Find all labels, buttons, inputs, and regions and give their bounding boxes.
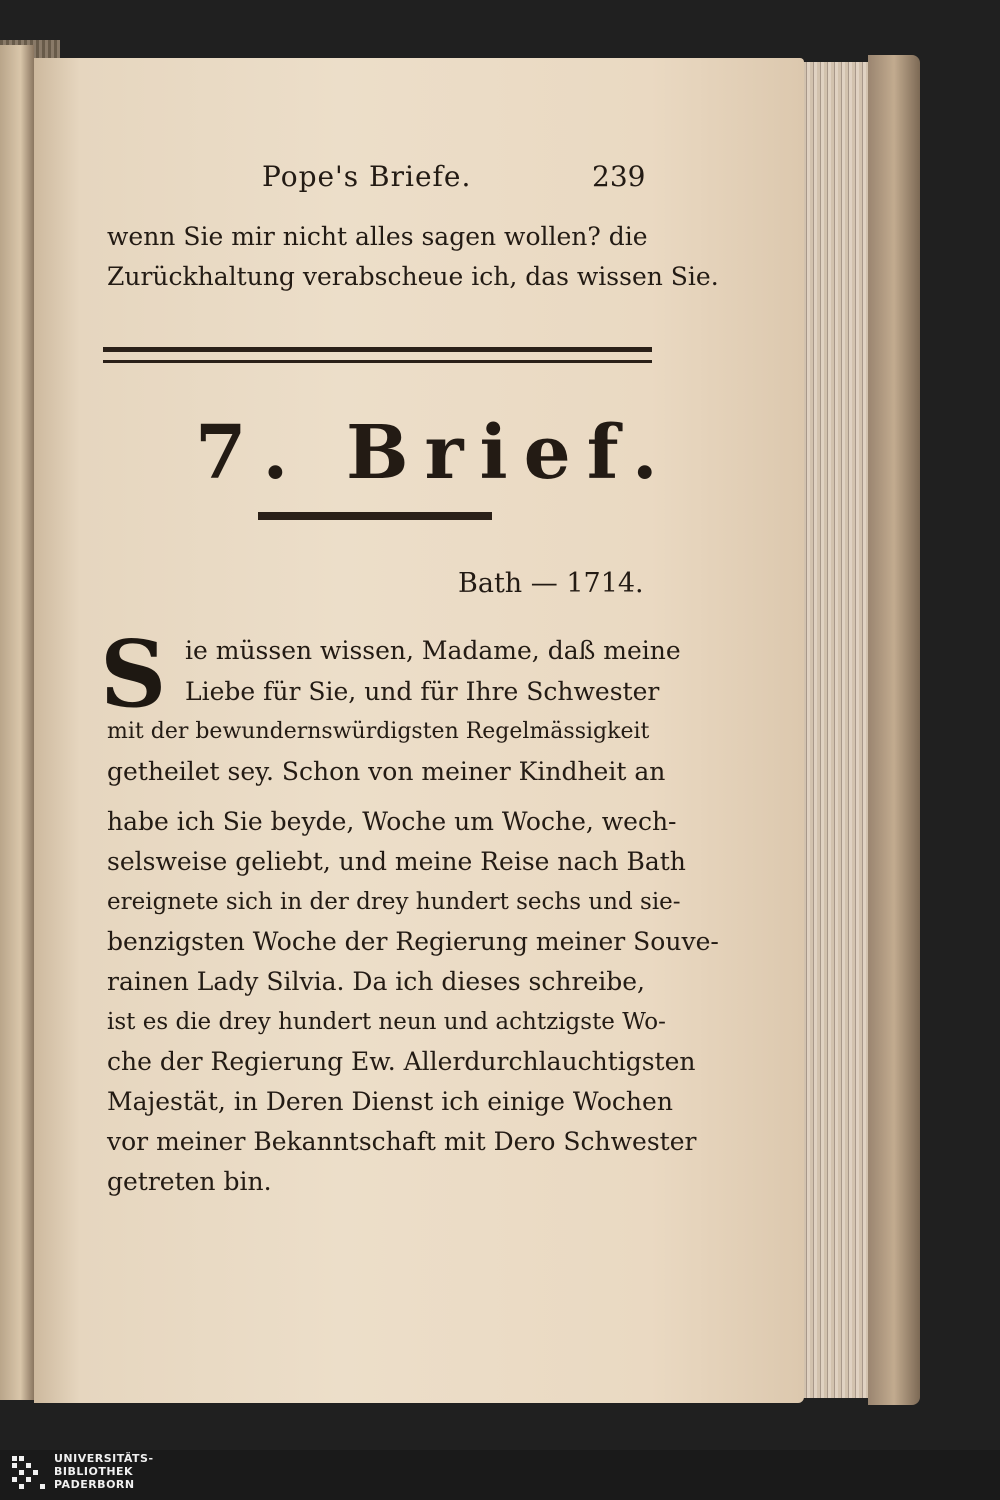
text-line: getheilet sey. Schon von meiner Kindheit an	[107, 757, 666, 786]
title-rule	[258, 512, 492, 520]
left-page-edge	[0, 45, 34, 1400]
text-line: getreten bin.	[107, 1167, 272, 1196]
library-logo-icon	[12, 1456, 46, 1492]
library-line2: BIBLIOTHEK	[54, 1465, 134, 1478]
double-rule	[103, 347, 652, 363]
text-line: wenn Sie mir nicht alles sagen wollen? die	[107, 222, 648, 251]
library-line3: PADERBORN	[54, 1478, 135, 1491]
text-line: mit der bewundernswürdigsten Regelmässigkeit	[107, 719, 650, 744]
text-line: rainen Lady Silvia. Da ich dieses schreibe,	[107, 967, 645, 996]
text-line: Liebe für Sie, und für Ihre Schwester	[185, 677, 660, 706]
text-line: Majestät, in Deren Dienst ich einige Wochen	[107, 1087, 673, 1116]
page-number: 239	[592, 160, 646, 193]
text-line: ie müssen wissen, Madame, daß meine	[185, 636, 681, 665]
library-line1: UNIVERSITÄTS-	[54, 1452, 154, 1465]
place-date: Bath — 1714.	[458, 568, 644, 599]
book-cover	[868, 55, 920, 1405]
letter-title: 7. Brief.	[195, 410, 674, 496]
text-line: habe ich Sie beyde, Woche um Woche, wech-	[107, 807, 677, 836]
library-name	[54, 1452, 154, 1491]
text-line: benzigsten Woche der Regierung meiner Souve-	[107, 927, 719, 956]
running-title: Pope's Briefe.	[262, 160, 472, 193]
text-line: ist es die drey hundert neun und achtzigste Wo-	[107, 1009, 666, 1035]
text-line: vor meiner Bekanntschaft mit Dero Schwester	[107, 1127, 697, 1156]
text-line: ereignete sich in der drey hundert sechs und sie-	[107, 889, 681, 915]
text-line: selsweise geliebt, und meine Reise nach Bath	[107, 847, 686, 876]
text-line: che der Regierung Ew. Allerdurchlauchtigsten	[107, 1047, 696, 1076]
drop-cap: S	[100, 620, 167, 728]
text-line: Zurückhaltung verabscheue ich, das wissen Sie.	[107, 262, 719, 291]
